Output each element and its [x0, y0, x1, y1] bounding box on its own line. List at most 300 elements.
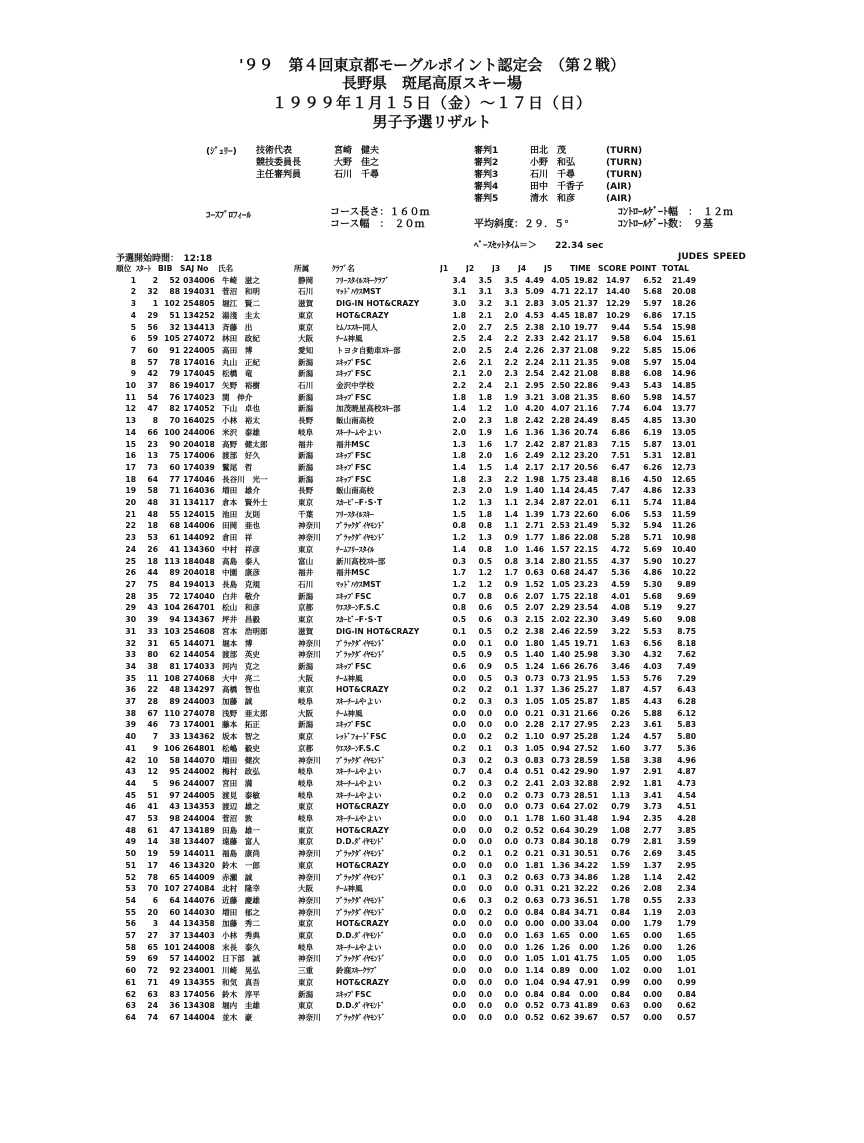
cell-pref: 福井 [298, 568, 314, 578]
cell-score: 7.15 [611, 439, 630, 449]
cell-j4: 1.05 [525, 743, 544, 753]
cell-rank: 4 [130, 310, 136, 320]
table-row [116, 322, 696, 334]
cell-bib: 61 [169, 533, 180, 543]
cell-time: 24.49 [573, 416, 598, 426]
cell-j3: 0.0 [504, 907, 518, 917]
cell-saj-no: 164025 [183, 416, 215, 426]
cell-bib: 57 [169, 954, 180, 964]
cell-j1: 0.0 [452, 1001, 466, 1011]
cell-total: 0.99 [677, 977, 696, 987]
cell-start: 7 [152, 732, 158, 742]
cell-club: ｽｶｰﾋﾞｰF･S･T [336, 615, 383, 625]
cell-rank: 39 [125, 720, 136, 730]
cell-name: 矢野 裕樹 [222, 381, 260, 391]
cell-j5: 4.45 [551, 310, 570, 320]
cell-time: 22.30 [573, 615, 598, 625]
cell-j3: 2.2 [504, 334, 518, 344]
cell-j2: 2.1 [478, 310, 492, 320]
cell-name: 丸山 正紀 [222, 357, 260, 367]
cell-time: 21.35 [573, 357, 598, 367]
cell-bib: 86 [169, 381, 180, 391]
cell-time: 23.54 [573, 603, 598, 613]
cell-time: 18.87 [573, 310, 598, 320]
table-row [116, 872, 696, 884]
cell-j1: 2.0 [452, 322, 466, 332]
cell-total: 5.36 [677, 743, 696, 753]
cell-pref: 東京 [298, 931, 314, 941]
cell-score: 1.08 [611, 825, 630, 835]
cell-club: ｴｷｯﾌﾟFSC [336, 451, 372, 461]
cell-j3: 3.3 [504, 287, 518, 297]
cell-j1: 0.0 [452, 708, 466, 718]
cell-bib: 76 [169, 392, 180, 402]
cell-rank: 35 [125, 673, 136, 683]
cell-pref: 愛知 [298, 345, 314, 355]
cell-j3: 1.1 [504, 521, 518, 531]
cell-time: 21.55 [573, 556, 598, 566]
cell-club: ﾌﾞﾗｯｸﾀﾞｲﾔﾓﾝﾄﾞ [336, 521, 386, 531]
cell-total: 12.33 [671, 486, 696, 496]
cell-j4: 1.24 [525, 661, 544, 671]
cell-point: 4.57 [643, 685, 662, 695]
cell-j2: 0.0 [478, 931, 492, 941]
cell-j1: 0.0 [452, 720, 466, 730]
table-row [116, 755, 696, 767]
cell-j1: 0.7 [452, 591, 466, 601]
cell-point: 2.69 [643, 849, 662, 859]
cell-time: 30.29 [573, 825, 598, 835]
table-row [116, 836, 696, 848]
cell-j1: 1.8 [452, 451, 466, 461]
cell-name: 末長 泰久 [222, 942, 260, 952]
cell-j1: 0.0 [452, 837, 466, 847]
cell-bib: 60 [169, 907, 180, 917]
cell-name: 増田 健次 [222, 755, 260, 765]
cell-bib: 105 [164, 334, 180, 344]
cell-name: 宮本 浩明郎 [222, 626, 268, 636]
jury-officials [256, 145, 379, 181]
cell-time: 41.75 [573, 954, 598, 964]
cell-pref: 東京 [298, 732, 314, 742]
cell-j5: 2.29 [551, 603, 570, 613]
cell-rank: 26 [125, 568, 136, 578]
cell-j1: 2.6 [452, 357, 466, 367]
cell-j1: 0.3 [452, 755, 466, 765]
cell-j1: 2.2 [452, 381, 466, 391]
cell-club: 福井MSC [336, 439, 370, 449]
cell-point: 3.38 [643, 755, 662, 765]
cell-pref: 新潟 [298, 451, 314, 461]
col-saj: SAJ No [180, 264, 209, 273]
cell-bib: 88 [169, 287, 180, 297]
cell-score: 1.94 [611, 814, 630, 824]
cell-club: ｽｶｰﾋﾞｰF･S･T [336, 498, 383, 508]
cell-time: 36.51 [573, 895, 598, 905]
cell-club: ｴｷｯﾌﾟFSC [336, 591, 372, 601]
cell-j3: 0.2 [504, 778, 518, 788]
result-title: 男子予選リザルト [372, 113, 492, 131]
cell-j1: 1.7 [452, 568, 466, 578]
cell-point: 3.73 [643, 802, 662, 812]
cell-j2: 2.4 [478, 381, 492, 391]
cell-saj-no: 134355 [183, 977, 215, 987]
cell-time: 41.89 [573, 1001, 598, 1011]
cell-j3: 0.0 [504, 708, 518, 718]
cell-total: 2.42 [677, 872, 696, 882]
cell-club: 新川高校ｽｷｰ部 [336, 556, 386, 566]
table-row [116, 333, 696, 345]
cell-score: 4.59 [611, 579, 630, 589]
table-row [116, 719, 696, 731]
cell-saj-no: 244005 [183, 790, 215, 800]
cell-time: 21.08 [573, 345, 598, 355]
cell-j4: 0.63 [525, 568, 544, 578]
cell-j5: 4.05 [551, 275, 570, 285]
table-row [116, 778, 696, 790]
cell-bib: 108 [164, 673, 180, 683]
cell-j4: 4.49 [525, 275, 544, 285]
cell-j1: 0.0 [452, 860, 466, 870]
table-row [116, 380, 696, 392]
cell-club: ﾌﾞﾗｯｸﾀﾞｲﾔﾓﾝﾄﾞ [336, 638, 386, 648]
cell-point: 0.55 [643, 895, 662, 905]
cell-point: 5.87 [643, 439, 662, 449]
cell-j3: 1.8 [504, 416, 518, 426]
cell-name: 小林 裕太 [222, 416, 260, 426]
cell-j1: 0.8 [452, 521, 466, 531]
cell-start: 32 [147, 287, 158, 297]
cell-score: 1.78 [611, 895, 630, 905]
cell-time: 0.00 [579, 942, 598, 952]
cell-start: 9 [152, 743, 158, 753]
cell-j5: 0.31 [551, 708, 570, 718]
cell-j1: 0.5 [452, 615, 466, 625]
cell-bib: 64 [169, 895, 180, 905]
table-row [116, 766, 696, 778]
cell-j3: 0.0 [504, 837, 518, 847]
cell-rank: 29 [125, 603, 136, 613]
table-row [116, 1012, 696, 1024]
cell-pref: 東京 [298, 544, 314, 554]
cell-saj-no: 174056 [183, 989, 215, 999]
course-slope: 平均斜度：２９．５° [474, 219, 569, 230]
cell-time: 24.45 [573, 486, 598, 496]
cell-start: 80 [147, 650, 158, 660]
cell-rank: 23 [125, 533, 136, 543]
cell-j5: 0.73 [551, 1001, 570, 1011]
cell-saj-no: 204018 [183, 568, 215, 578]
table-row [116, 532, 696, 544]
cell-j5: 1.75 [551, 591, 570, 601]
cell-rank: 41 [125, 743, 136, 753]
cell-name: 藤本 拓正 [222, 720, 260, 730]
table-row [116, 567, 696, 579]
cell-pref: 東京 [298, 977, 314, 987]
cell-total: 6.12 [677, 708, 696, 718]
cell-score: 0.79 [611, 837, 630, 847]
start-time: 予選開始時間： 12:18 [116, 254, 213, 264]
cell-total: 0.62 [677, 1001, 696, 1011]
cell-total: 8.75 [677, 626, 696, 636]
cell-j3: 0.1 [504, 685, 518, 695]
cell-saj-no: 174052 [183, 404, 215, 414]
cell-point: 4.50 [643, 474, 662, 484]
cell-bib: 106 [164, 743, 180, 753]
cell-saj-no: 144030 [183, 907, 215, 917]
cell-name: 白井 敬介 [222, 591, 260, 601]
cell-saj-no: 034006 [183, 275, 215, 285]
cell-bib: 81 [169, 661, 180, 671]
cell-j5: 3.05 [551, 299, 570, 309]
cell-time: 27.95 [573, 720, 598, 730]
cell-j2: 1.9 [478, 427, 492, 437]
table-row [116, 684, 696, 696]
cell-point: 5.19 [643, 603, 662, 613]
cell-club: D.D.ﾀﾞｲﾔﾓﾝﾄﾞ [336, 1001, 385, 1011]
cell-bib: 94 [169, 615, 180, 625]
cell-bib: 31 [169, 498, 180, 508]
cell-bib: 113 [164, 556, 180, 566]
cell-j2: 0.6 [478, 615, 492, 625]
cell-club: ﾏｯﾄﾞﾊｳｽMST [336, 579, 381, 589]
cell-point: 5.90 [643, 556, 662, 566]
cell-bib: 65 [169, 638, 180, 648]
cell-club: ﾋﾑﾉｴｽｷｰ同人 [336, 322, 378, 332]
cell-pref: 神奈川 [298, 638, 321, 648]
cell-pref: 大阪 [298, 673, 314, 683]
cell-j4: 1.39 [525, 509, 544, 519]
cell-club: ﾁｰﾑ神風 [336, 884, 363, 894]
cell-j5: 1.75 [551, 474, 570, 484]
cell-total: 11.59 [671, 509, 696, 519]
cell-bib: 46 [169, 860, 180, 870]
cell-start: 3 [152, 919, 158, 929]
cell-pref: 東京 [298, 837, 314, 847]
cell-score: 0.99 [611, 977, 630, 987]
cell-point: 5.53 [643, 509, 662, 519]
cell-point: 6.52 [643, 275, 662, 285]
cell-bib: 89 [169, 568, 180, 578]
cell-time: 30.18 [573, 837, 598, 847]
cell-pref: 神奈川 [298, 533, 321, 543]
cell-j5: 0.64 [551, 802, 570, 812]
cell-score: 6.86 [611, 427, 630, 437]
cell-bib: 104 [164, 603, 180, 613]
cell-score: 0.00 [611, 919, 630, 929]
cell-j3: 0.8 [504, 556, 518, 566]
cell-j1: 0.0 [452, 977, 466, 987]
cell-club: ｴｷｯﾌﾟFSC [336, 369, 372, 379]
cell-j3: 2.2 [504, 474, 518, 484]
cell-name: 高田 博 [222, 345, 253, 355]
cell-rank: 38 [125, 708, 136, 718]
cell-score: 0.76 [611, 849, 630, 859]
table-row [116, 1000, 696, 1012]
cell-point: 0.00 [643, 931, 662, 941]
table-row [116, 743, 696, 755]
cell-j2: 0.0 [478, 720, 492, 730]
cell-pref: 大阪 [298, 708, 314, 718]
cell-pref: 三重 [298, 966, 314, 976]
cell-pref: 新潟 [298, 720, 314, 730]
cell-j4: 2.07 [525, 603, 544, 613]
cell-j1: 0.6 [452, 661, 466, 671]
results-header-row [116, 263, 696, 275]
cell-j1: 2.0 [452, 427, 466, 437]
cell-total: 13.01 [671, 439, 696, 449]
cell-pref: 新潟 [298, 369, 314, 379]
cell-j2: 0.0 [478, 989, 492, 999]
cell-j4: 0.52 [525, 825, 544, 835]
cell-j4: 2.41 [525, 778, 544, 788]
cell-j5: 1.40 [551, 650, 570, 660]
cell-total: 2.03 [677, 907, 696, 917]
cell-saj-no: 244003 [183, 697, 215, 707]
cell-name: 川崎 晃弘 [222, 966, 260, 976]
cell-name: 中園 康彦 [222, 568, 260, 578]
venue-title: 長野県 斑尾高原スキー場 [341, 74, 522, 92]
cell-point: 5.68 [643, 287, 662, 297]
cell-club: 加茂暁星高校ｽｷｰ部 [336, 404, 401, 414]
cell-rank: 45 [125, 790, 136, 800]
table-row [116, 731, 696, 743]
cell-name: 北村 隆幸 [222, 884, 260, 894]
cell-name: 田岡 亜也 [222, 521, 260, 531]
col-time: TIME [570, 264, 591, 273]
cell-start: 70 [147, 884, 158, 894]
cell-j1: 1.8 [452, 310, 466, 320]
cell-rank: 21 [125, 509, 136, 519]
cell-rank: 49 [125, 837, 136, 847]
cell-j4: 2.71 [525, 521, 544, 531]
cell-j4: 5.09 [525, 287, 544, 297]
jury-judges [474, 145, 642, 205]
cell-name: 松山 和彦 [222, 603, 260, 613]
cell-point: 6.56 [643, 638, 662, 648]
table-row [116, 930, 696, 942]
cell-j1: 0.2 [452, 697, 466, 707]
cell-j5: 2.46 [551, 626, 570, 636]
cell-name: 池田 友則 [222, 509, 260, 519]
cell-time: 22.60 [573, 509, 598, 519]
cell-point: 3.61 [643, 720, 662, 730]
course-width: コース幅 ： ２０ｍ [330, 219, 425, 230]
cell-club: ﾌﾞﾗｯｸﾀﾞｲﾔﾓﾝﾄﾞ [336, 533, 386, 543]
cell-score: 2.92 [611, 778, 630, 788]
cell-rank: 10 [125, 381, 136, 391]
cell-j3: 0.9 [504, 579, 518, 589]
cell-j2: 2.0 [478, 369, 492, 379]
cell-j4: 1.98 [525, 474, 544, 484]
cell-club: ﾌﾞﾗｯｸﾀﾞｲﾔﾓﾝﾄﾞ [336, 849, 386, 859]
cell-bib: 101 [164, 942, 180, 952]
cell-club: ﾁｰﾑ神風 [336, 673, 363, 683]
cell-point: 4.86 [643, 568, 662, 578]
cell-point: 3.41 [643, 790, 662, 800]
cell-bib: 100 [164, 427, 180, 437]
cell-name: 菅沼 敦 [222, 814, 253, 824]
cell-start: 48 [147, 498, 158, 508]
cell-start: 26 [147, 544, 158, 554]
cell-score: 7.74 [611, 404, 630, 414]
cell-start: 12 [147, 767, 158, 777]
cell-total: 12.73 [671, 462, 696, 472]
cell-score: 1.63 [611, 638, 630, 648]
cell-name: 松嶋 毅史 [222, 743, 260, 753]
cell-bib: 41 [169, 544, 180, 554]
cell-score: 3.46 [611, 661, 630, 671]
cell-pref: 東京 [298, 615, 314, 625]
cell-saj-no: 244002 [183, 767, 215, 777]
cell-pref: 東京 [298, 860, 314, 870]
cell-start: 47 [147, 404, 158, 414]
cell-point: 5.98 [643, 392, 662, 402]
cell-club: HOT&CRAZY [336, 310, 389, 320]
table-row [116, 509, 696, 521]
cell-club: ﾌﾞﾗｯｸﾀﾞｲﾔﾓﾝﾄﾞ [336, 650, 386, 660]
cell-j5: 2.37 [551, 345, 570, 355]
cell-j4: 0.73 [525, 673, 544, 683]
cell-start: 41 [147, 802, 158, 812]
cell-start: 17 [147, 860, 158, 870]
cell-time: 21.08 [573, 369, 598, 379]
cell-start: 37 [147, 381, 158, 391]
cell-saj-no: 264701 [183, 603, 215, 613]
cell-rank: 18 [125, 474, 136, 484]
cell-j4: 1.10 [525, 732, 544, 742]
cell-total: 1.26 [677, 942, 696, 952]
cell-j4: 1.52 [525, 579, 544, 589]
cell-rank: 33 [125, 650, 136, 660]
cell-j1: 1.2 [452, 579, 466, 589]
cell-j5: 0.84 [551, 989, 570, 999]
cell-score: 9.43 [611, 381, 630, 391]
cell-j3: 1.6 [504, 427, 518, 437]
cell-j2: 0.0 [478, 919, 492, 929]
cell-j4: 0.51 [525, 767, 544, 777]
cell-total: 11.84 [671, 498, 696, 508]
cell-bib: 68 [169, 521, 180, 531]
table-row [116, 579, 696, 591]
cell-j3: 1.4 [504, 462, 518, 472]
cell-j1: 0.2 [452, 849, 466, 859]
cell-pref: 東京 [298, 802, 314, 812]
cell-pref: 千葉 [298, 509, 314, 519]
cell-point: 4.85 [643, 416, 662, 426]
cell-j3: 1.4 [504, 509, 518, 519]
cell-name: 関 伸介 [222, 392, 253, 402]
cell-score: 4.37 [611, 556, 630, 566]
cell-bib: 78 [169, 357, 180, 367]
cell-time: 25.87 [573, 697, 598, 707]
cell-j1: 0.0 [452, 919, 466, 929]
cell-j5: 2.03 [551, 778, 570, 788]
cell-j4: 2.28 [525, 720, 544, 730]
cell-time: 25.28 [573, 732, 598, 742]
table-row [116, 895, 696, 907]
cell-saj-no: 224005 [183, 345, 215, 355]
cell-name: 高野 健太郎 [222, 439, 268, 449]
cell-club: ｽｷｰﾁｰﾑやよい [336, 697, 382, 707]
table-row [116, 626, 696, 638]
cell-j3: 0.2 [504, 790, 518, 800]
cell-pref: 新潟 [298, 357, 314, 367]
col-name: 氏名 [218, 264, 234, 273]
cell-bib: 48 [169, 685, 180, 695]
judge-row: 審判1 田北 茂 (TURN) [474, 146, 643, 156]
cell-club: ｴｷｯﾌﾟFSC [336, 357, 372, 367]
